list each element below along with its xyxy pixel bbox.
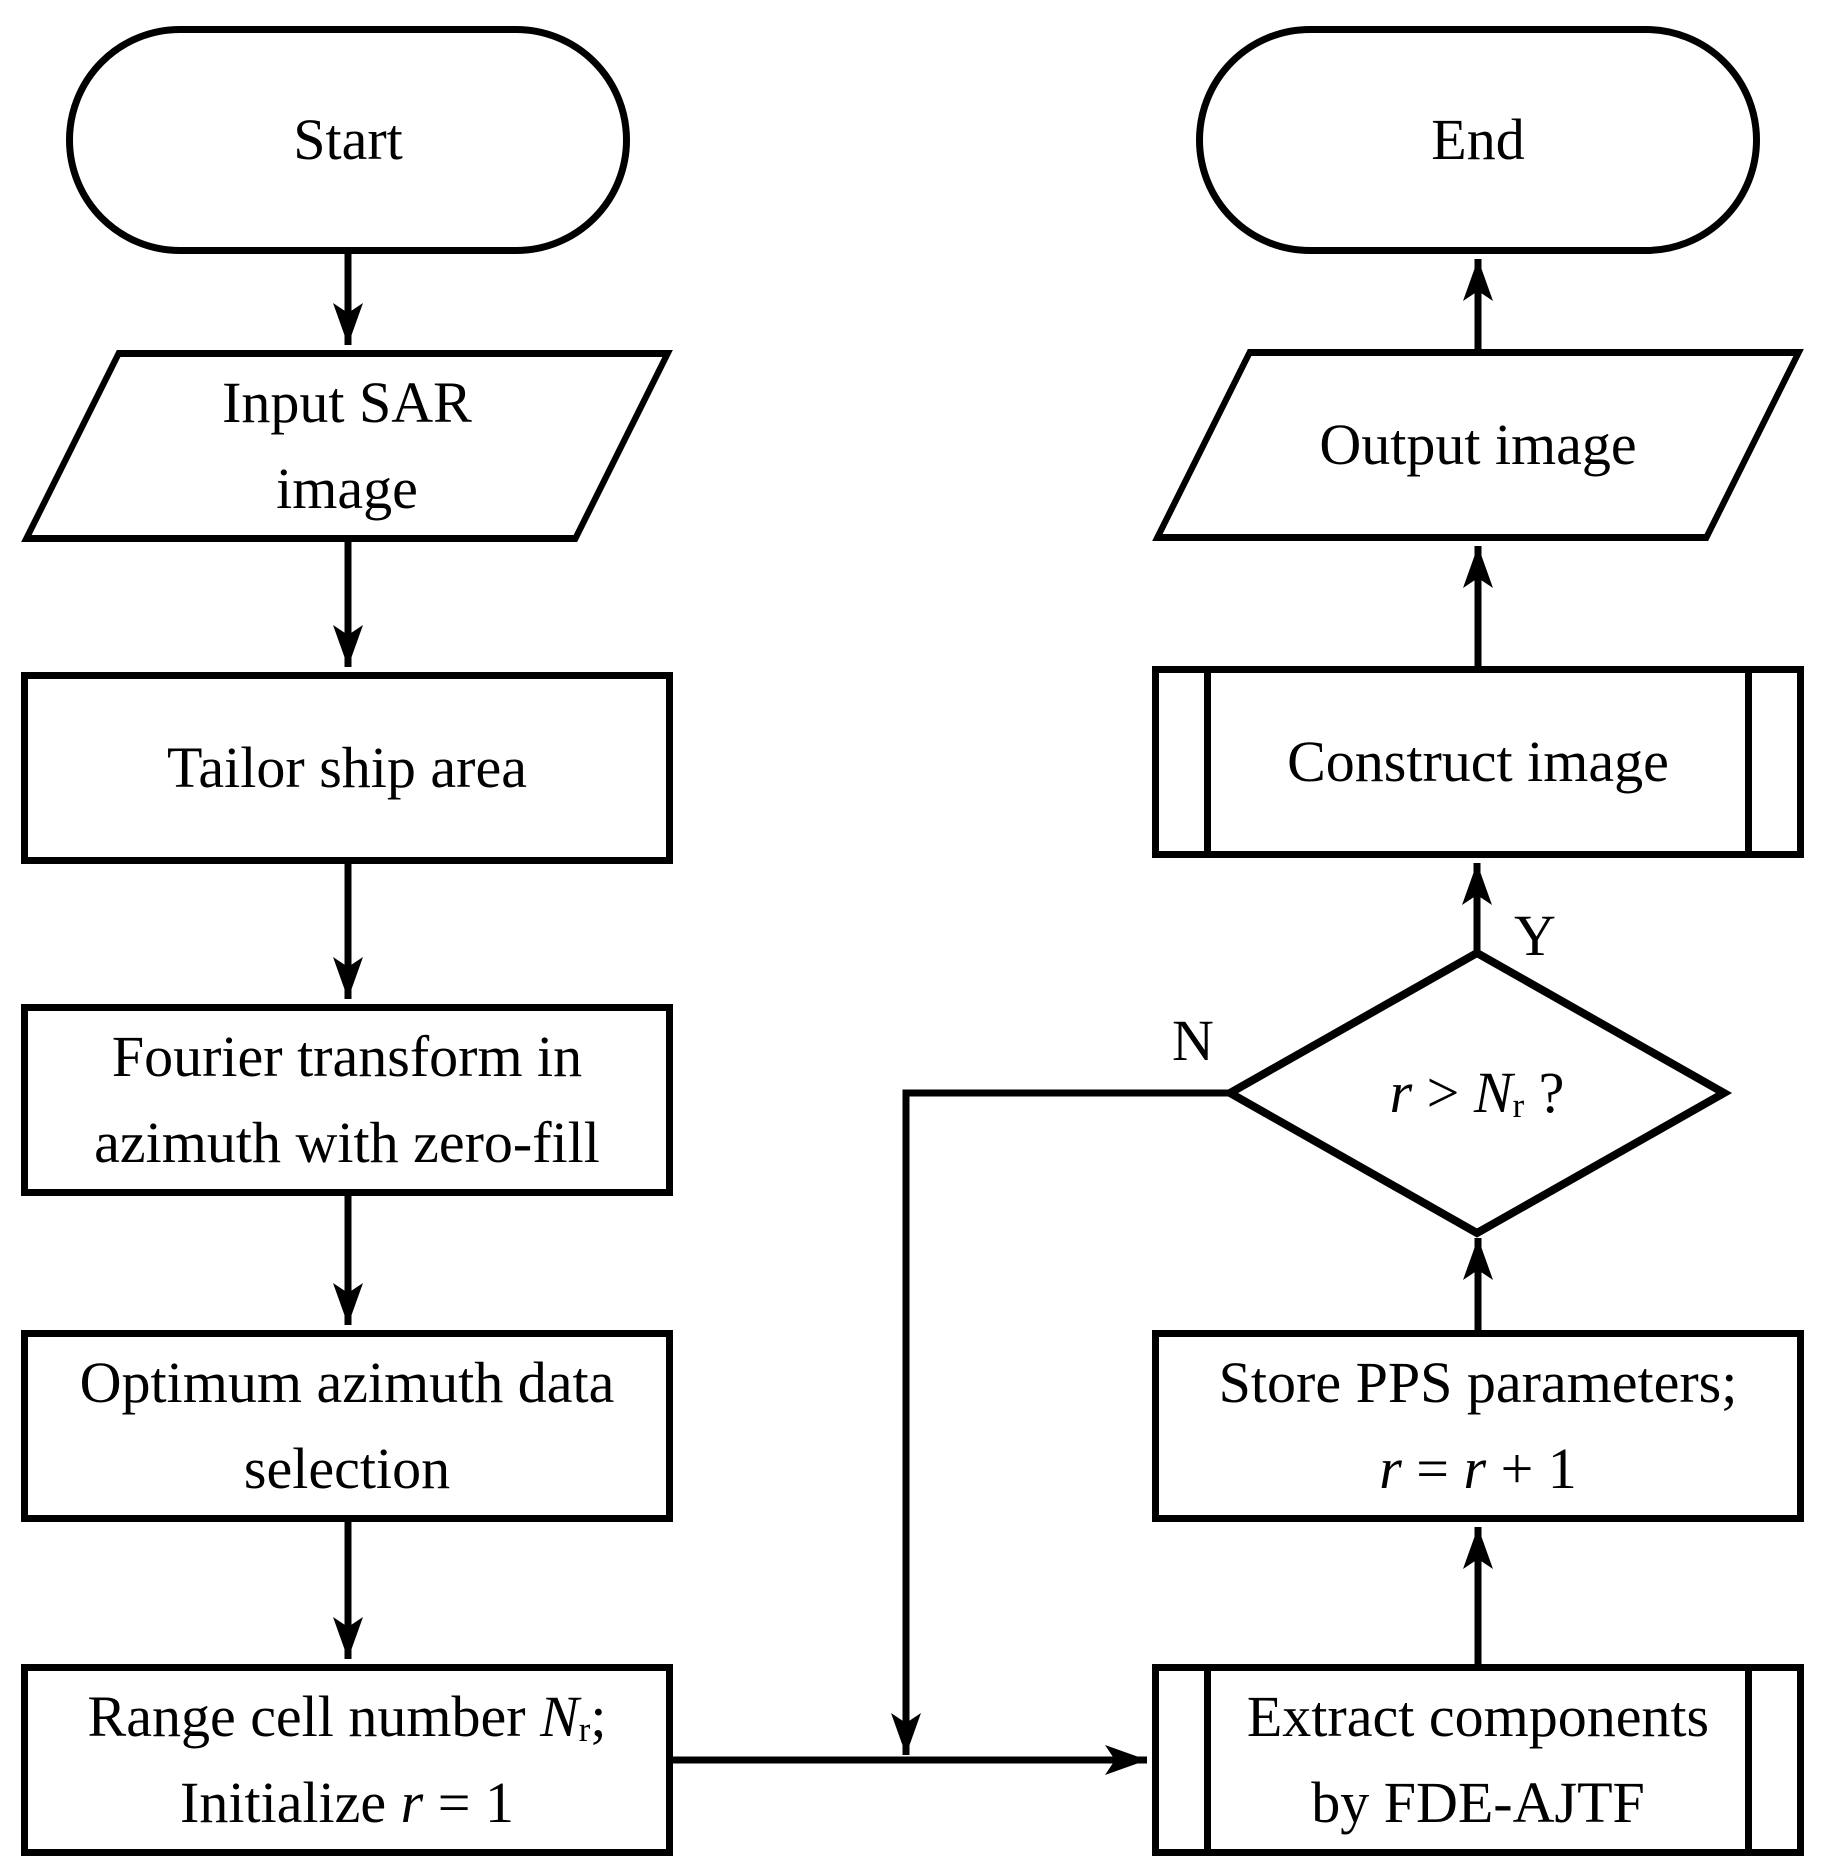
node-decision-r-gt-nr: [1230, 953, 1724, 1233]
branch-label-yes: Y: [1514, 902, 1556, 968]
node-tailor-ship-area-label: Tailor ship area: [167, 735, 527, 801]
node-store-pps-parameters: [1152, 1330, 1804, 1522]
node-input-sar-image: [21, 350, 673, 542]
node-end: [1196, 26, 1760, 254]
node-output-image: [1152, 349, 1804, 541]
node-range-cell-init: [21, 1664, 673, 1856]
branch-label-no: N: [1172, 1007, 1214, 1073]
node-optimum-azimuth-selection-label: Optimum azimuth data selection: [79, 1350, 615, 1501]
node-construct-image-label: Construct image: [1287, 729, 1669, 795]
node-fourier-transform-label: Fourier transform in azimuth with zero-fill: [94, 1024, 600, 1175]
node-input-sar-image-label: Input SAR image: [222, 370, 472, 521]
node-construct-image: [1152, 666, 1804, 858]
node-decision-r-gt-nr-label: $r > N_r$ ?: [1389, 1060, 1565, 1126]
node-optimum-azimuth-selection: [21, 1330, 673, 1522]
node-store-pps-parameters-label: Store PPS parameters; r = r + 1: [1218, 1350, 1738, 1501]
node-extract-components: [1152, 1664, 1804, 1856]
node-end-label: End: [1431, 107, 1525, 173]
node-fourier-transform: [21, 1004, 673, 1196]
node-range-cell-init-label: Range cell number $N_r$; Initialize r = 1: [87, 1684, 607, 1835]
node-tailor-ship-area: [21, 672, 673, 864]
node-start: [66, 26, 630, 254]
node-extract-components-label: Extract components by FDE-AJTF: [1246, 1684, 1710, 1835]
node-output-image-label: Output image: [1319, 412, 1637, 478]
node-start-label: Start: [293, 107, 403, 173]
